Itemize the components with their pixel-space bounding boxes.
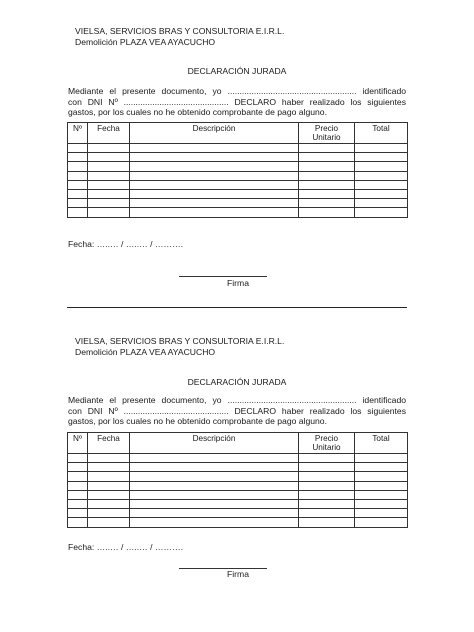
- date-field[interactable]: Fecha: …..… / …..… / ……….: [68, 239, 184, 249]
- document-title: DECLARACIÓN JURADA: [187, 377, 287, 387]
- declaration-form-2: [0, 311, 474, 611]
- table-cell[interactable]: [68, 153, 88, 162]
- table-row: [68, 153, 408, 162]
- table-cell[interactable]: [299, 144, 355, 153]
- table-cell[interactable]: [88, 509, 130, 518]
- table-cell[interactable]: [88, 162, 130, 171]
- company-header: [75, 336, 284, 358]
- table-cell[interactable]: [355, 490, 408, 499]
- table-cell[interactable]: [68, 199, 88, 208]
- table-cell[interactable]: [130, 454, 299, 463]
- project-name: Demolición PLAZA VEA AYACUCHO: [75, 37, 216, 47]
- table-row: [68, 144, 408, 153]
- table-cell[interactable]: [299, 454, 355, 463]
- table-cell[interactable]: [88, 454, 130, 463]
- table-cell[interactable]: [68, 171, 88, 180]
- table-cell[interactable]: [130, 509, 299, 518]
- table-cell[interactable]: [88, 189, 130, 198]
- col-header-date: Fecha: [88, 433, 130, 454]
- col-header-unit-price: Precio Unitario: [299, 123, 355, 144]
- table-cell[interactable]: [68, 490, 88, 499]
- table-cell[interactable]: [130, 472, 299, 481]
- col-header-description: Descripción: [130, 433, 299, 454]
- table-cell[interactable]: [88, 499, 130, 508]
- col-header-number: Nº: [68, 123, 88, 144]
- table-cell[interactable]: [355, 518, 408, 527]
- table-cell[interactable]: [355, 153, 408, 162]
- table-cell[interactable]: [68, 454, 88, 463]
- table-cell[interactable]: [299, 153, 355, 162]
- table-row: [68, 481, 408, 490]
- table-cell[interactable]: [299, 208, 355, 217]
- table-cell[interactable]: [299, 162, 355, 171]
- declaration-line: Mediante el presente documento, yo ...................................................... identificado: [68, 395, 406, 405]
- document-title: DECLARACIÓN JURADA: [187, 66, 287, 76]
- table-body: [68, 144, 408, 218]
- table-cell[interactable]: [88, 208, 130, 217]
- table-cell[interactable]: [130, 180, 299, 189]
- col-header-unit-price: Precio Unitario: [299, 433, 355, 454]
- table-cell[interactable]: [130, 518, 299, 527]
- table-cell[interactable]: [299, 171, 355, 180]
- table-row: [68, 490, 408, 499]
- table-cell[interactable]: [68, 162, 88, 171]
- signature-label: Firma: [227, 278, 249, 288]
- table-cell[interactable]: [68, 481, 88, 490]
- table-cell[interactable]: [299, 481, 355, 490]
- declaration-line: gastos, por los cuales no he obtenido comprobante de pago alguno.: [68, 107, 327, 117]
- expenses-table: [67, 122, 408, 218]
- table-cell[interactable]: [355, 189, 408, 198]
- company-name: VIELSA, SERVICIOS BRAS Y CONSULTORIA E.I.R.L.: [75, 336, 285, 346]
- table-row: [68, 454, 408, 463]
- table-cell[interactable]: [355, 180, 408, 189]
- table-cell[interactable]: [299, 490, 355, 499]
- table-cell[interactable]: [355, 144, 408, 153]
- table-cell[interactable]: [68, 509, 88, 518]
- table-row: [68, 208, 408, 217]
- table-cell[interactable]: [299, 472, 355, 481]
- table-row: [68, 189, 408, 198]
- table-cell[interactable]: [299, 180, 355, 189]
- table-cell[interactable]: [355, 162, 408, 171]
- table-cell[interactable]: [130, 153, 299, 162]
- expenses-table: [67, 432, 408, 528]
- table-cell[interactable]: [88, 180, 130, 189]
- table-cell[interactable]: [130, 490, 299, 499]
- table-row: [68, 518, 408, 527]
- table-row: [68, 162, 408, 171]
- table-cell[interactable]: [355, 171, 408, 180]
- col-header-total: Total: [355, 433, 408, 454]
- table-cell[interactable]: [299, 509, 355, 518]
- table-body: [68, 454, 408, 528]
- declaration-line: Mediante el presente documento, yo ...................................................... identificado: [68, 86, 406, 96]
- table-row: [68, 180, 408, 189]
- table-cell[interactable]: [68, 144, 88, 153]
- table-cell[interactable]: [88, 463, 130, 472]
- table-cell[interactable]: [130, 199, 299, 208]
- table-cell[interactable]: [355, 463, 408, 472]
- col-header-total: Total: [355, 123, 408, 144]
- table-cell[interactable]: [88, 199, 130, 208]
- table-cell[interactable]: [355, 499, 408, 508]
- table-cell[interactable]: [130, 144, 299, 153]
- table-cell[interactable]: [68, 180, 88, 189]
- table-cell[interactable]: [355, 208, 408, 217]
- table-cell[interactable]: [355, 454, 408, 463]
- declaration-paragraph: [68, 86, 406, 118]
- table-header-row: [68, 123, 408, 144]
- declaration-line: con DNI Nº ............................................ DECLARO haber realizado los siguientes: [68, 405, 406, 416]
- table-cell[interactable]: [299, 463, 355, 472]
- table-cell[interactable]: [355, 472, 408, 481]
- table-cell[interactable]: [88, 472, 130, 481]
- table-cell[interactable]: [68, 499, 88, 508]
- signature-label: Firma: [227, 569, 249, 579]
- table-cell[interactable]: [130, 463, 299, 472]
- table-cell[interactable]: [88, 481, 130, 490]
- declaration-paragraph: [68, 395, 406, 427]
- table-cell[interactable]: [299, 199, 355, 208]
- table-cell[interactable]: [355, 481, 408, 490]
- declaration-line: gastos, por los cuales no he obtenido comprobante de pago alguno.: [68, 416, 327, 426]
- table-cell[interactable]: [299, 189, 355, 198]
- table-cell[interactable]: [130, 189, 299, 198]
- table-cell[interactable]: [68, 463, 88, 472]
- date-field[interactable]: Fecha: …..… / …..… / ……….: [68, 542, 184, 552]
- table-row: [68, 463, 408, 472]
- table-cell[interactable]: [88, 490, 130, 499]
- signature-line[interactable]: [179, 276, 267, 277]
- table-row: [68, 472, 408, 481]
- declaration-form-1: [0, 0, 474, 300]
- table-cell[interactable]: [88, 144, 130, 153]
- table-cell[interactable]: [68, 189, 88, 198]
- table-cell[interactable]: [130, 208, 299, 217]
- col-header-date: Fecha: [88, 123, 130, 144]
- table-cell[interactable]: [68, 472, 88, 481]
- col-header-number: Nº: [68, 433, 88, 454]
- project-name: Demolición PLAZA VEA AYACUCHO: [75, 347, 216, 357]
- table-cell[interactable]: [88, 171, 130, 180]
- table-cell[interactable]: [130, 171, 299, 180]
- table-row: [68, 171, 408, 180]
- table-cell[interactable]: [130, 499, 299, 508]
- table-row: [68, 499, 408, 508]
- col-header-description: Descripción: [130, 123, 299, 144]
- table-cell[interactable]: [130, 481, 299, 490]
- cut-separator-line: [67, 307, 407, 308]
- declaration-line: con DNI Nº ............................................ DECLARO haber realizado los siguientes: [68, 96, 406, 107]
- table-header-row: [68, 433, 408, 454]
- table-cell[interactable]: [299, 518, 355, 527]
- company-header: [75, 26, 284, 48]
- table-row: [68, 509, 408, 518]
- table-row: [68, 199, 408, 208]
- table-cell[interactable]: [130, 162, 299, 171]
- table-cell[interactable]: [355, 509, 408, 518]
- table-cell[interactable]: [88, 518, 130, 527]
- table-cell[interactable]: [68, 208, 88, 217]
- table-cell[interactable]: [355, 199, 408, 208]
- company-name: VIELSA, SERVICIOS BRAS Y CONSULTORIA E.I.R.L.: [75, 26, 285, 36]
- table-cell[interactable]: [299, 499, 355, 508]
- table-cell[interactable]: [88, 153, 130, 162]
- table-cell[interactable]: [68, 518, 88, 527]
